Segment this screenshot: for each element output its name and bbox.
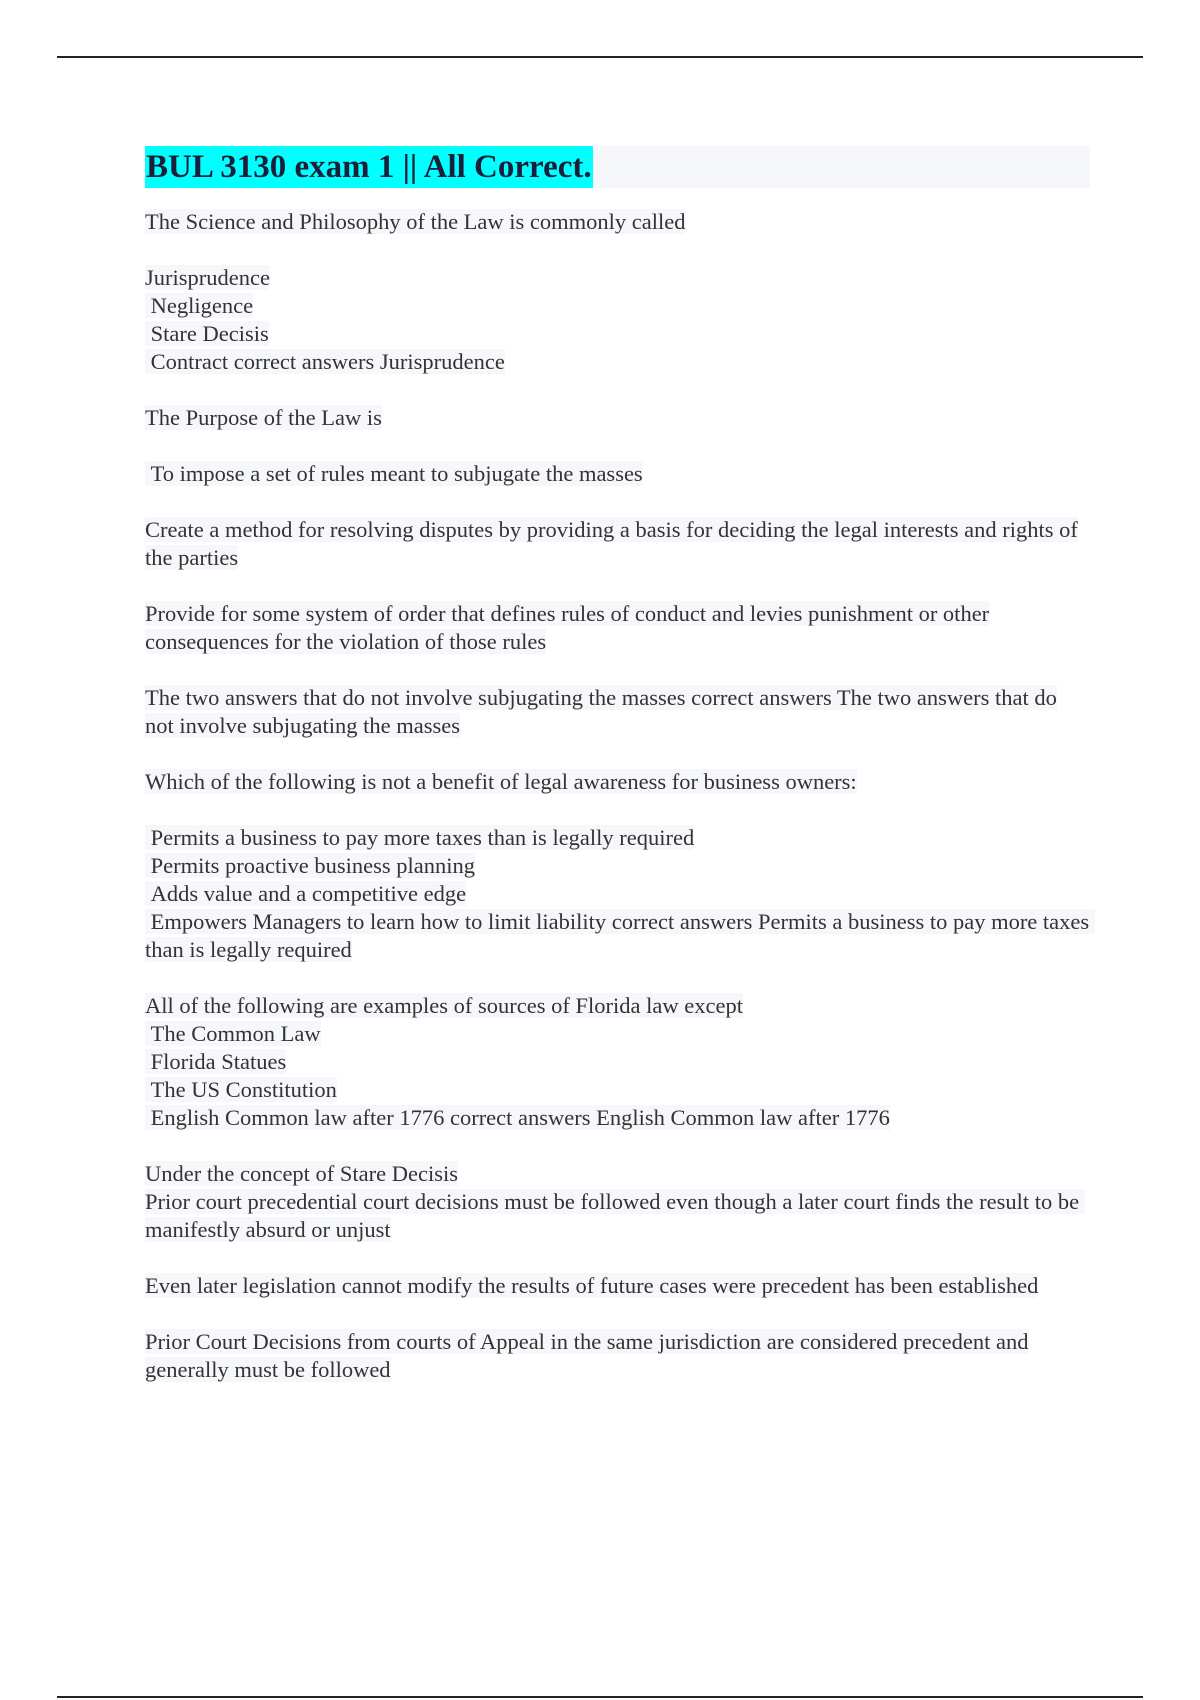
question-4 [145,992,1090,1132]
question-2-option-b [145,516,1090,572]
option-line: The Common Law [145,1021,321,1046]
text-line: The Science and Philosophy of the Law is commonly called [145,209,686,234]
text-line: Under the concept of Stare Decisis [145,1161,459,1186]
title-band [145,146,1090,188]
question-3-options [145,824,1095,964]
text-line: All of the following are examples of sources of Florida law except [145,993,743,1018]
option-line: Prior court precedential court decisions must be followed even though a later court finds the result to be manifestly absurd or unjust [145,1189,1085,1242]
text-line: The Purpose of the Law is [145,405,382,430]
question-1-options [145,264,1090,376]
answer-line: English Common law after 1776 correct answers English Common law after 1776 [145,1105,890,1130]
bottom-rule [57,1696,1143,1698]
question-5-option-c [145,1328,1090,1384]
option-line: Permits a business to pay more taxes than is legally required [145,825,695,850]
option-line: To impose a set of rules meant to subjugate the masses [145,461,643,486]
option-line: The US Constitution [145,1077,337,1102]
document-title: BUL 3130 exam 1 || All Correct. [145,146,593,188]
question-1-prompt [145,208,1090,236]
top-rule [57,56,1143,58]
option-line: Provide for some system of order that defines rules of conduct and levies punishment or other consequences for the violation of those rules [145,601,990,654]
option-line: Negligence [145,293,254,318]
document-body [145,146,1095,1412]
question-5 [145,1160,1090,1244]
answer-line: Contract correct answers Jurisprudence [145,349,505,374]
question-5-option-b [145,1272,1090,1300]
option-line: Jurisprudence [145,265,270,290]
question-2-option-c [145,600,1090,656]
question-2-option-a [145,460,1090,488]
option-line: Prior Court Decisions from courts of Appeal in the same jurisdiction are considered precedent and generally must be followed [145,1329,1029,1382]
option-line: Florida Statues [145,1049,287,1074]
question-2-prompt [145,404,1090,432]
answer-line: The two answers that do not involve subjugating the masses correct answers The two answers that do not involve subjugating the masses [145,685,1057,738]
option-line: Adds value and a competitive edge [145,881,467,906]
question-3-prompt [145,768,1090,796]
option-line: Even later legislation cannot modify the results of future cases were precedent has been established [145,1273,1039,1298]
option-line: Create a method for resolving disputes by providing a basis for deciding the legal interests and rights of the parties [145,517,1078,570]
text-line: Which of the following is not a benefit of legal awareness for business owners: [145,769,857,794]
question-2-answer [145,684,1090,740]
option-line: Permits proactive business planning [145,853,475,878]
option-line: Stare Decisis [145,321,269,346]
answer-line: Empowers Managers to learn how to limit liability correct answers Permits a business to pay more taxes than is legally required [145,909,1095,962]
